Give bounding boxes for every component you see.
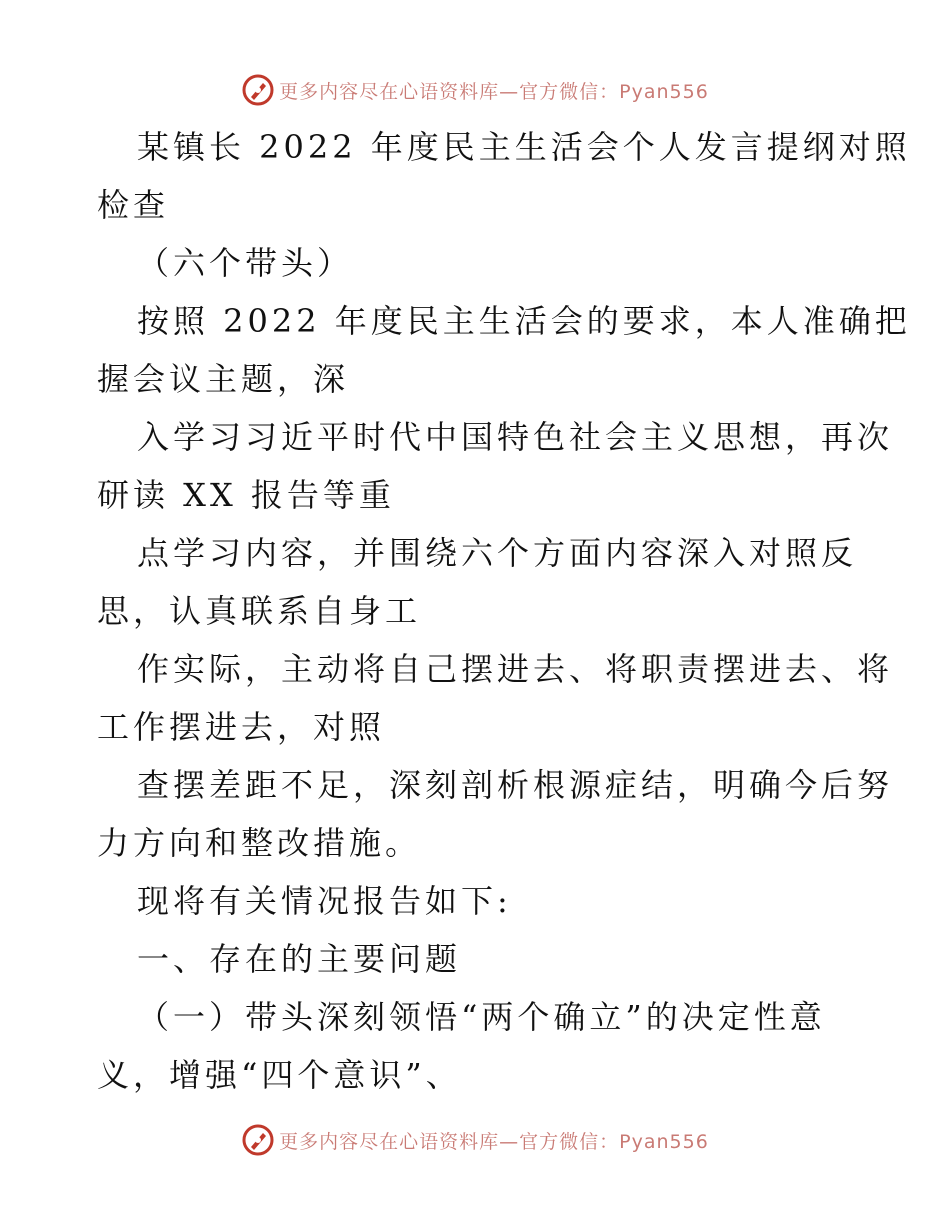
text-line: 思，认真联系自身工 bbox=[97, 592, 422, 630]
pen-circle-logo-icon bbox=[241, 1123, 275, 1157]
text-line: （一）带头深刻领悟“两个确立”的决定性意 bbox=[137, 998, 826, 1036]
text-line: 查摆差距不足，深刻剖析根源症结，明确今后努 bbox=[137, 766, 894, 804]
text-line: 研读 XX 报告等重 bbox=[97, 476, 395, 514]
document-body bbox=[97, 118, 911, 1104]
text-line: 点学习内容，并围绕六个方面内容深入对照反 bbox=[137, 534, 858, 572]
watermark-banner-bottom bbox=[0, 1120, 950, 1160]
watermark-banner-top bbox=[0, 70, 950, 110]
text-line: （六个带头） bbox=[137, 244, 354, 282]
text-line: 义，增强“四个意识”、 bbox=[97, 1056, 462, 1094]
text-line: 力方向和整改措施。 bbox=[97, 824, 422, 862]
watermark-text: 更多内容尽在心语资料库—官方微信：Pyan556 bbox=[279, 1130, 709, 1153]
pen-circle-logo-icon bbox=[241, 73, 275, 107]
text-line: 某镇长 2022 年度民主生活会个人发言提纲对照 bbox=[137, 128, 911, 166]
text-line: 工作摆进去，对照 bbox=[97, 708, 386, 746]
watermark-text: 更多内容尽在心语资料库—官方微信：Pyan556 bbox=[279, 80, 709, 103]
text-line: 作实际，主动将自己摆进去、将职责摆进去、将 bbox=[137, 650, 894, 688]
text-line: 按照 2022 年度民主生活会的要求，本人准确把 bbox=[137, 302, 911, 340]
text-line: 入学习习近平时代中国特色社会主义思想，再次 bbox=[137, 418, 894, 456]
text-line: 握会议主题，深 bbox=[97, 360, 350, 398]
text-line: 检查 bbox=[97, 186, 170, 224]
text-line: 现将有关情况报告如下: bbox=[137, 882, 512, 920]
text-line: 一、存在的主要问题 bbox=[137, 940, 462, 978]
